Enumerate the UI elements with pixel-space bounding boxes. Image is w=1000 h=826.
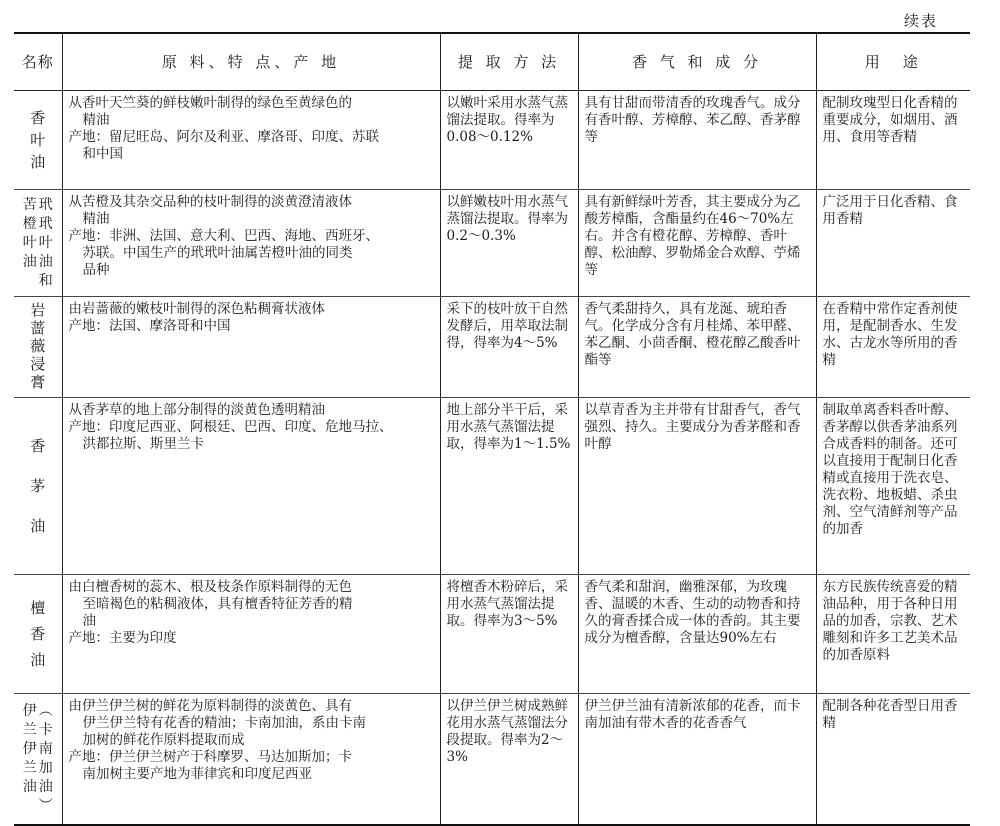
- header-aroma: 香 气 和 成 分: [578, 33, 816, 91]
- row-method: 以嫩叶采用水蒸气蒸馏法提取。得率为0.08～0.12%: [440, 91, 578, 190]
- header-use: 用 途: [816, 33, 970, 91]
- row-name: 伊 兰 伊 兰 油 ︵ 卡 南 加 油 ︶: [14, 694, 62, 826]
- header-name: 名称: [14, 33, 62, 91]
- row-name: 香 茅 油: [14, 398, 62, 575]
- row-name: 香 叶 油: [14, 91, 62, 190]
- table-row: [14, 297, 970, 398]
- row-aroma: 伊兰伊兰油有清新浓郁的花香，而卡南加油有带木香的花香香气: [578, 694, 816, 826]
- row-method: 地上部分半干后，采用水蒸气蒸馏法提取，得率为1～1.5%: [440, 398, 578, 575]
- table-row: [14, 190, 970, 297]
- row-method: 将檀香木粉碎后，采用水蒸气蒸馏法提取。得率为3～5%: [440, 575, 578, 694]
- row-use: 配制各种花香型日用香精: [816, 694, 970, 826]
- row-source: 从苦橙及其杂交品种的枝叶制得的淡黄澄清液体 精油 产地：非洲、法国、意大利、巴西、海地、西班牙、 苏联。中国生产的玳玳叶油属苦橙叶油的同类 品种: [62, 190, 440, 297]
- row-source: 从香茅草的地上部分制得的淡黄色透明精油 产地：印度尼西亚、阿根廷、巴西、印度、危地马拉、 洪都拉斯、斯里兰卡: [62, 398, 440, 575]
- row-use: 配制玫瑰型日化香精的重要成分，如烟用、酒用、食用等香精: [816, 91, 970, 190]
- table-row: [14, 398, 970, 575]
- table-row: [14, 575, 970, 694]
- header-method: 提 取 方 法: [440, 33, 578, 91]
- fragrance-oil-table: [14, 32, 970, 826]
- row-source: 由伊兰伊兰树的鲜花为原料制得的淡黄色、具有 伊兰伊兰特有花香的精油；卡南加油，系由卡南 加树的鲜花作原料提取而成 产地：伊兰伊兰树产于科摩罗、马达加斯加；卡 南加树主要产地为菲律宾和印度尼西亚: [62, 694, 440, 826]
- row-method: 以伊兰伊兰树成熟鲜花用水蒸气蒸馏法分段提取。得率为2～3%: [440, 694, 578, 826]
- row-use: 东方民族传统喜爱的精油品种，用于各种日用品的加香，宗教、艺术雕刻和许多工艺美术品的加香原料: [816, 575, 970, 694]
- row-method: 以鲜嫩枝叶用水蒸气蒸馏法提取。得率为0.2～0.3%: [440, 190, 578, 297]
- row-aroma: 以草青香为主并带有甘甜香气，香气强烈、持久。主要成分为香茅醛和香叶醇: [578, 398, 816, 575]
- row-name: 岩 蔷 薇 浸 膏: [14, 297, 62, 398]
- table-row: [14, 694, 970, 826]
- row-use: 广泛用于日化香精、食用香精: [816, 190, 970, 297]
- table-caption: 续表: [903, 12, 938, 30]
- row-aroma: 具有新鲜绿叶芳香，其主要成分为乙酸芳樟酯，含酯量约在46～70%左右。并含有橙花醇、芳樟醇、香叶醇、松油醇、罗勒烯金合欢醇、苧烯等: [578, 190, 816, 297]
- header-row: [14, 33, 970, 91]
- row-aroma: 香气柔甜持久，具有龙涎、琥珀香气。化学成分含有月桂烯、苯甲醛、苯乙酮、小茴香酮、橙花醇乙酸香叶酯等: [578, 297, 816, 398]
- row-name: 苦 橙 叶 油 玳 玳 叶 油 和: [14, 190, 62, 297]
- row-name: 檀 香 油: [14, 575, 62, 694]
- row-aroma: 香气柔和甜润，幽雅深郁，为玫瑰香、温暖的木香、生动的动物香和持久的膏香揉合成一体的香韵。其主要成分为檀香醇，含量达90%左右: [578, 575, 816, 694]
- row-method: 采下的枝叶放干自然发酵后，用萃取法制得，得率为4～5%: [440, 297, 578, 398]
- header-source: 原 料、特 点、产 地: [62, 33, 440, 91]
- row-use: 制取单离香料香叶醇、香茅醇以供香茅油系列合成香料的制备。还可以直接用于配制日化香精或直接用于洗衣皂、洗衣粉、地板蜡、杀虫剂、空气清鲜剂等产品的加香: [816, 398, 970, 575]
- row-source: 由岩蔷薇的嫩枝叶制得的深色粘稠膏状液体 产地：法国、摩洛哥和中国: [62, 297, 440, 398]
- row-source: 从香叶天竺葵的鲜枝嫩叶制得的绿色至黄绿色的 精油 产地：留尼旺岛、阿尔及利亚、摩洛哥、印度、苏联 和中国: [62, 91, 440, 190]
- row-source: 由白檀香树的蕊木、根及枝条作原料制得的无色 至暗褐色的粘稠液体，具有檀香特征芳香的精 油 产地：主要为印度: [62, 575, 440, 694]
- table-row: [14, 91, 970, 190]
- row-use: 在香精中常作定香剂使用，是配制香水、生发水、古龙水等所用的香精: [816, 297, 970, 398]
- row-aroma: 具有甘甜而带清香的玫瑰香气。成分有香叶醇、芳樟醇、苯乙醇、香茅醇等: [578, 91, 816, 190]
